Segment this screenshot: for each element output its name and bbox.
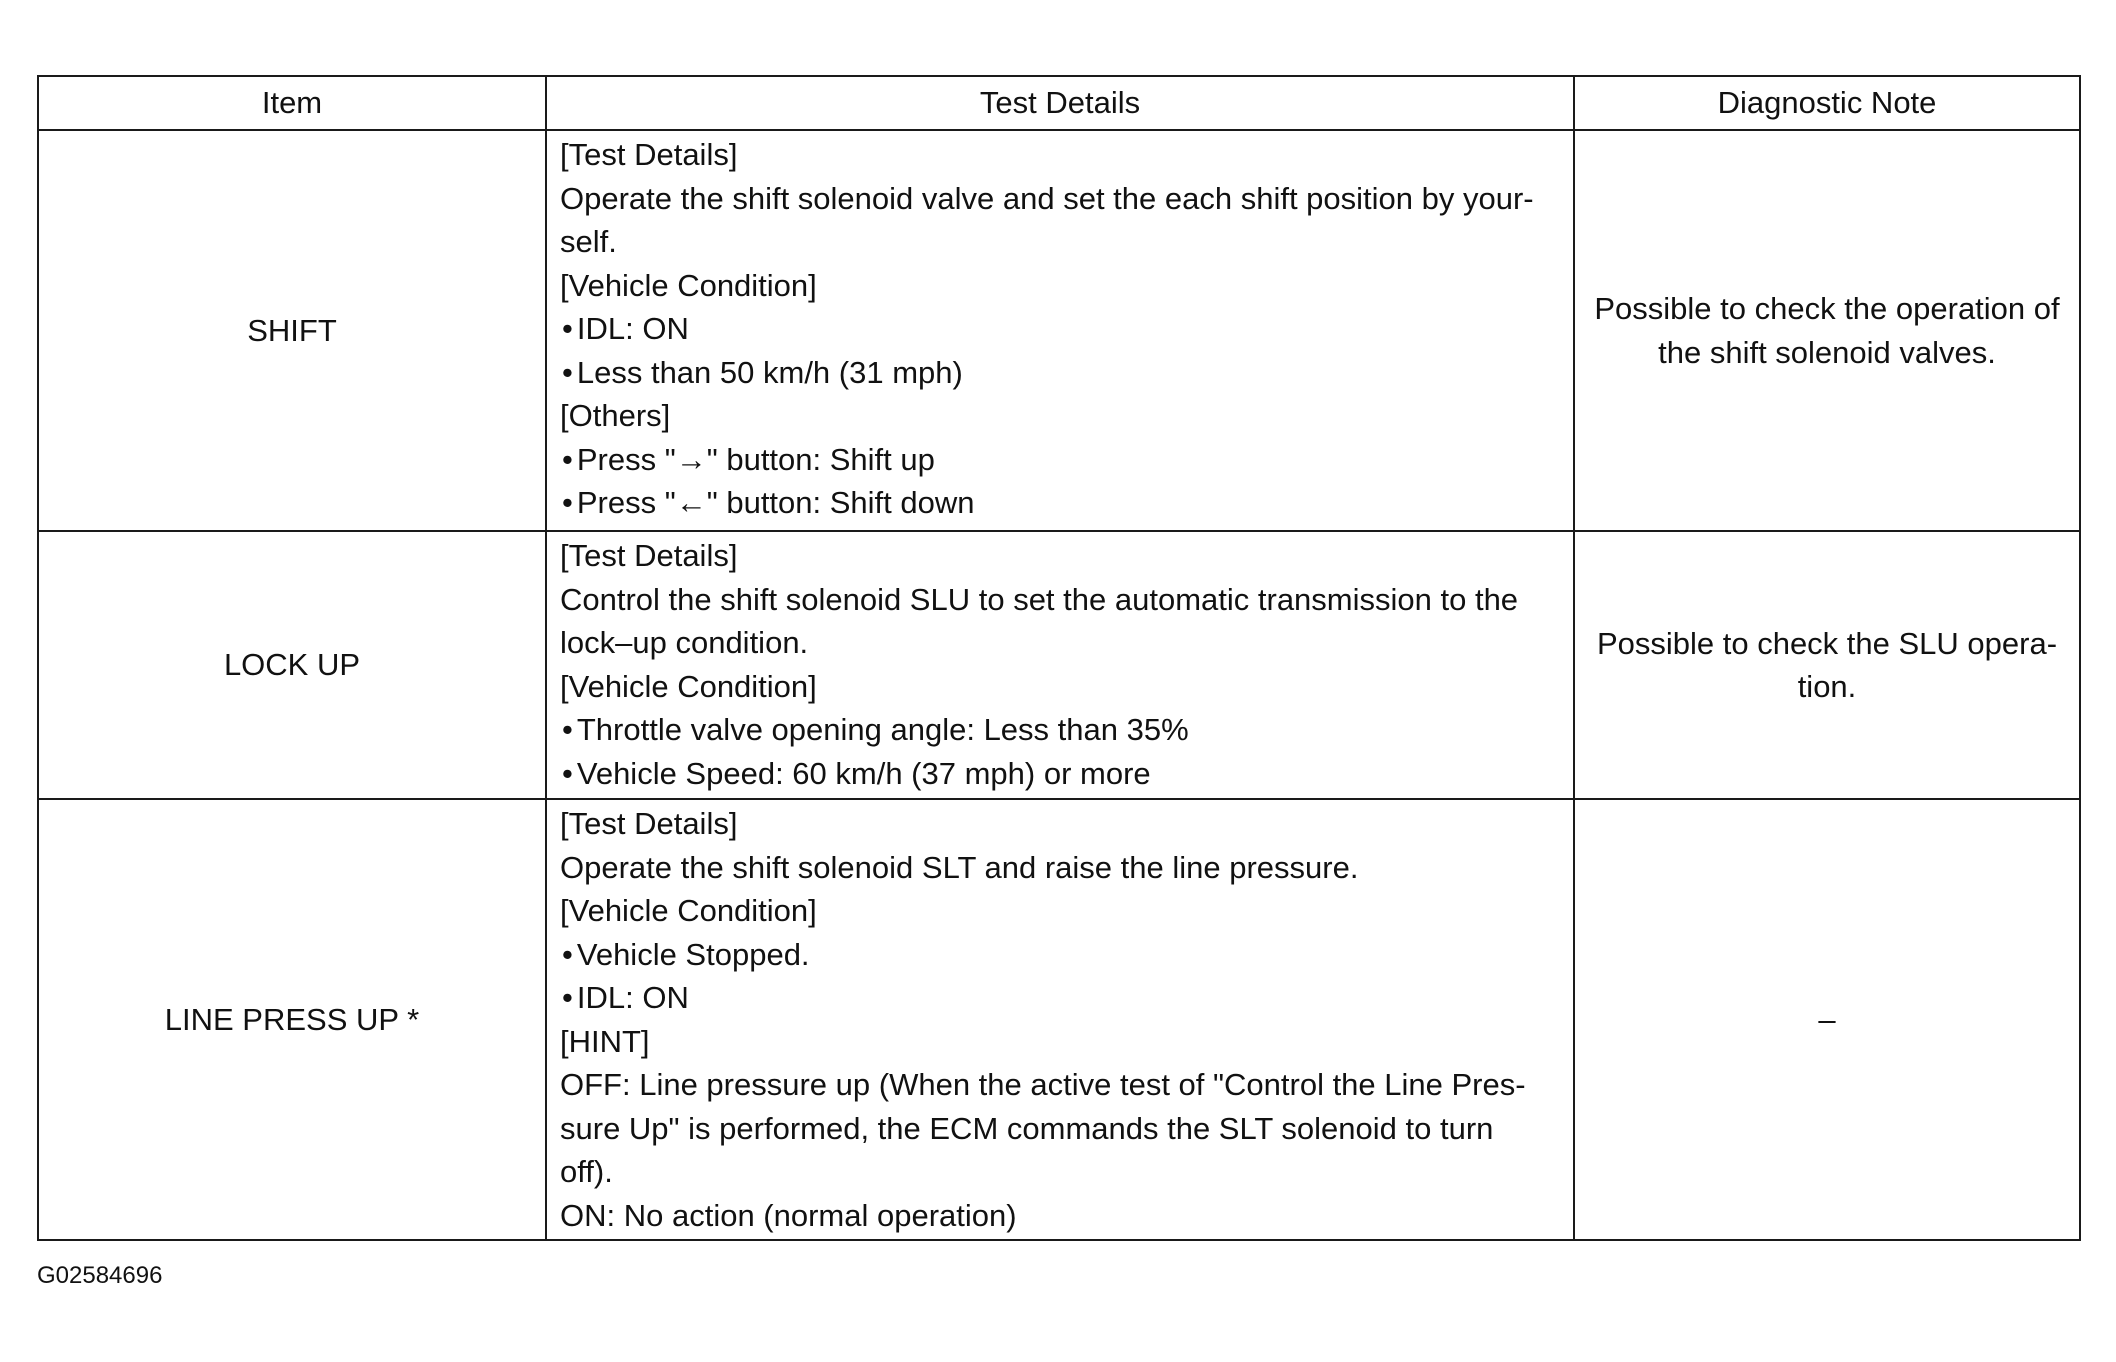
details-cell (546, 531, 1574, 799)
detail-line: [Vehicle Condition] (560, 267, 817, 303)
detail-line: [Test Details] (560, 806, 738, 841)
detail-line: [Others] (560, 398, 671, 433)
test-details-table (37, 75, 2081, 1241)
note-line: the shift solenoid valves. (1658, 334, 1996, 370)
table-row (38, 799, 2080, 1240)
bullet-line: • Press "→" button: Shift up (560, 438, 1563, 482)
diagnostic-note-cell (1574, 799, 2080, 1240)
item-cell: LOCK UP (38, 531, 546, 799)
bullet-line: • Vehicle Speed: 60 km/h (37 mph) or more (560, 752, 1563, 796)
table-row (38, 130, 2080, 531)
bullet-line: • Vehicle Stopped. (560, 933, 1563, 977)
header-diagnostic-note: Diagnostic Note (1574, 76, 2080, 130)
detail-line: OFF: Line pressure up (When the active test of "Control the Line Pres- (560, 1067, 1526, 1102)
bullet-line: • IDL: ON (560, 976, 1563, 1020)
header-test-details: Test Details (546, 76, 1574, 130)
table-header-row (38, 76, 2080, 130)
diagnostic-note-cell (1574, 531, 2080, 799)
bullet-line: • IDL: ON (560, 307, 1563, 351)
detail-line: lock–up condition. (560, 625, 809, 660)
bullet-line: • Throttle valve opening angle: Less than 35% (560, 708, 1563, 752)
detail-line: [HINT] (560, 1023, 650, 1059)
diagnostic-note-cell (1574, 130, 2080, 531)
detail-line: Control the shift solenoid SLU to set the automatic transmission to the (560, 581, 1519, 617)
item-cell: LINE PRESS UP * (38, 799, 546, 1240)
bullet-line: • Less than 50 km/h (31 mph) (560, 351, 1563, 395)
table-row (38, 531, 2080, 799)
detail-line: [Test Details] (560, 137, 738, 172)
detail-line: [Vehicle Condition] (560, 893, 817, 928)
figure-id: G02584696 (37, 1262, 163, 1289)
note-line: Possible to check the operation of (1594, 291, 2060, 326)
details-cell (546, 799, 1574, 1240)
bullet-line: • Press "←" button: Shift down (560, 481, 1563, 525)
detail-line: Operate the shift solenoid valve and set the each shift position by your- (560, 180, 1534, 216)
header-item: Item (38, 76, 546, 130)
detail-line: [Vehicle Condition] (560, 668, 817, 704)
detail-line: ON: No action (normal operation) (560, 1197, 1017, 1233)
note-line: – (1818, 1001, 1836, 1037)
details-cell (546, 130, 1574, 531)
detail-line: [Test Details] (560, 538, 738, 573)
detail-line: off). (560, 1154, 613, 1189)
note-line: tion. (1797, 669, 1857, 704)
note-line: Possible to check the SLU opera- (1596, 625, 2058, 661)
item-cell: SHIFT (38, 130, 546, 531)
detail-line: Operate the shift solenoid SLT and raise the line pressure. (560, 849, 1359, 885)
detail-line: self. (560, 224, 617, 259)
detail-line: sure Up" is performed, the ECM commands the SLT solenoid to turn (560, 1110, 1494, 1146)
